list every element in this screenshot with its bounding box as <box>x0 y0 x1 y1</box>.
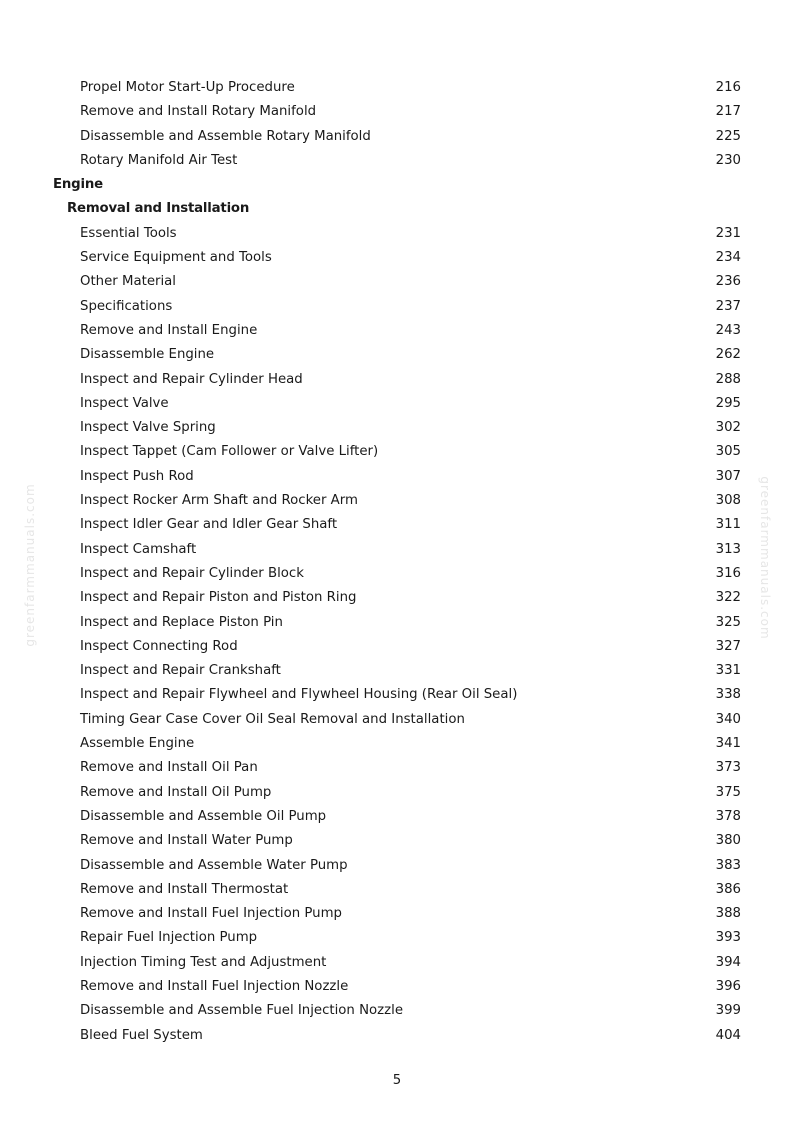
toc-entry[interactable] <box>0 149 794 173</box>
toc-entry-page: 340 <box>715 711 741 727</box>
toc-entry-title: Inspect and Replace Piston Pin <box>80 614 283 630</box>
toc-entry-title: Remove and Install Fuel Injection Pump <box>80 906 342 922</box>
toc-entry-page: 375 <box>715 784 741 800</box>
toc-entry-page: 316 <box>715 565 741 581</box>
toc-entry-title: Inspect and Repair Cylinder Head <box>80 371 303 387</box>
toc-entry-title: Injection Timing Test and Adjustment <box>80 954 327 970</box>
toc-entry-page: 237 <box>715 298 741 314</box>
watermark-left: greenfarmmanuals.com <box>23 483 37 647</box>
toc-entry-title: Inspect Valve Spring <box>80 420 216 436</box>
toc-entry[interactable] <box>0 489 794 513</box>
toc-entry-title: Disassemble and Assemble Fuel Injection Nozzle <box>80 1003 404 1019</box>
toc-entry-page: 327 <box>715 638 741 654</box>
toc-entry-title: Remove and Install Thermostat <box>80 881 289 897</box>
toc-entry[interactable] <box>0 659 794 683</box>
toc-entry-page: 338 <box>715 687 741 703</box>
toc-entry-page: 396 <box>715 978 741 994</box>
toc-entry-page: 331 <box>715 663 741 679</box>
toc-entry-page: 308 <box>715 493 741 509</box>
toc-entry-title: Inspect Push Rod <box>80 468 194 484</box>
toc-entry-page: 378 <box>715 808 741 824</box>
toc-entry-page: 383 <box>715 857 741 873</box>
toc-entry-page: 322 <box>715 590 741 606</box>
toc-entry[interactable] <box>0 975 794 999</box>
toc-entry-page: 216 <box>715 80 741 95</box>
toc-heading <box>0 173 794 197</box>
toc-entry-title: Bleed Fuel System <box>80 1027 203 1043</box>
toc-entry-title: Remove and Install Rotary Manifold <box>80 104 317 120</box>
toc-entry[interactable] <box>0 805 794 829</box>
toc-entry-title: Inspect and Repair Cylinder Block <box>80 565 304 581</box>
toc-entry[interactable] <box>0 295 794 319</box>
toc-entry-title: Repair Fuel Injection Pump <box>80 930 258 946</box>
toc-entry-page: 313 <box>715 541 741 557</box>
toc-heading <box>0 197 794 221</box>
toc-entry[interactable] <box>0 756 794 780</box>
toc-entry-page: 295 <box>715 395 741 411</box>
toc-entry-page: 236 <box>715 274 741 290</box>
toc-entry-page: 393 <box>715 930 741 946</box>
toc-entry-page: 404 <box>715 1027 741 1043</box>
toc-entry[interactable] <box>0 683 794 707</box>
toc-entry-page: 262 <box>715 347 741 363</box>
toc-entry[interactable] <box>0 465 794 489</box>
toc-entry-title: Remove and Install Oil Pump <box>80 784 272 800</box>
toc-entry-page: 305 <box>715 444 741 460</box>
toc-entry[interactable] <box>0 343 794 367</box>
toc-entry-title: Inspect Rocker Arm Shaft and Rocker Arm <box>80 493 358 509</box>
toc-entry-title: Remove and Install Oil Pan <box>80 760 258 776</box>
table-of-contents <box>0 76 794 1048</box>
toc-entry[interactable] <box>0 926 794 950</box>
toc-entry-page: 388 <box>715 906 741 922</box>
toc-entry-title: Other Material <box>80 274 176 290</box>
toc-entry-title: Remove and Install Water Pump <box>80 833 293 849</box>
toc-entry[interactable] <box>0 829 794 853</box>
toc-entry[interactable] <box>0 513 794 537</box>
toc-entry-title: Inspect Valve <box>80 395 169 411</box>
toc-entry-page: 243 <box>715 322 741 338</box>
toc-entry[interactable] <box>0 270 794 294</box>
toc-entry[interactable] <box>0 999 794 1023</box>
toc-entry-title: Inspect and Repair Piston and Piston Ring <box>80 590 357 606</box>
toc-entry[interactable] <box>0 781 794 805</box>
toc-entry-title: Disassemble and Assemble Water Pump <box>80 857 348 873</box>
toc-entry[interactable] <box>0 562 794 586</box>
toc-entry-title: Propel Motor Start-Up Procedure <box>80 80 295 95</box>
toc-entry-page: 302 <box>715 420 741 436</box>
toc-entry-title: Disassemble and Assemble Oil Pump <box>80 808 327 824</box>
toc-entry-page: 231 <box>715 225 741 241</box>
toc-entry-page: 225 <box>715 128 741 144</box>
toc-entry[interactable] <box>0 635 794 659</box>
toc-entry-page: 380 <box>715 833 741 849</box>
toc-entry[interactable] <box>0 854 794 878</box>
toc-entry[interactable] <box>0 368 794 392</box>
toc-entry-page: 394 <box>715 954 741 970</box>
toc-entry-page: 230 <box>715 152 741 168</box>
toc-entry-page: 288 <box>715 371 741 387</box>
toc-entry-title: Inspect and Repair Flywheel and Flywheel Housing (Rear Oil Seal) <box>80 687 518 703</box>
toc-entry-page: 217 <box>715 104 741 120</box>
toc-entry[interactable] <box>0 222 794 246</box>
toc-entry[interactable] <box>0 611 794 635</box>
toc-entry[interactable] <box>0 246 794 270</box>
toc-entry[interactable] <box>0 100 794 124</box>
toc-entry-page: 325 <box>715 614 741 630</box>
toc-entry-title: Disassemble and Assemble Rotary Manifold <box>80 128 371 144</box>
watermark-right: greenfarmmanuals.com <box>758 476 772 640</box>
toc-entry-title: Remove and Install Engine <box>80 322 258 338</box>
toc-entry-page: 234 <box>715 250 741 266</box>
toc-entry[interactable] <box>0 951 794 975</box>
toc-entry-page: 311 <box>715 517 741 533</box>
toc-entry[interactable] <box>0 878 794 902</box>
toc-entry[interactable] <box>0 76 794 100</box>
toc-entry-title: Inspect Connecting Rod <box>80 638 238 654</box>
toc-entry-page: 386 <box>715 881 741 897</box>
toc-entry[interactable] <box>0 125 794 149</box>
toc-entry-page: 373 <box>715 760 741 776</box>
toc-entry-title: Disassemble Engine <box>80 347 215 363</box>
toc-entry[interactable] <box>0 538 794 562</box>
toc-entry-page: 307 <box>715 468 741 484</box>
toc-entry[interactable] <box>0 416 794 440</box>
toc-entry[interactable] <box>0 392 794 416</box>
page-number: 5 <box>392 1073 402 1088</box>
toc-entry-title: Inspect Idler Gear and Idler Gear Shaft <box>80 517 338 533</box>
toc-entry-title: Essential Tools <box>80 225 177 241</box>
toc-entry-title: Engine <box>53 177 103 193</box>
toc-entry-title: Remove and Install Fuel Injection Nozzle <box>80 978 349 994</box>
toc-entry[interactable] <box>0 440 794 464</box>
toc-entry[interactable] <box>0 732 794 756</box>
toc-entry-title: Assemble Engine <box>80 736 195 752</box>
toc-entry-title: Service Equipment and Tools <box>80 250 272 266</box>
toc-entry[interactable] <box>0 1024 794 1048</box>
toc-entry-title: Inspect Tappet (Cam Follower or Valve Lifter) <box>80 444 379 460</box>
toc-entry[interactable] <box>0 902 794 926</box>
toc-entry[interactable] <box>0 708 794 732</box>
toc-entry-title: Inspect Camshaft <box>80 541 197 557</box>
toc-entry[interactable] <box>0 586 794 610</box>
toc-entry-title: Rotary Manifold Air Test <box>80 152 238 168</box>
toc-entry-title: Removal and Installation <box>67 201 250 217</box>
toc-entry-title: Specifications <box>80 298 173 314</box>
toc-entry-title: Inspect and Repair Crankshaft <box>80 663 281 679</box>
toc-entry[interactable] <box>0 319 794 343</box>
toc-entry-title: Timing Gear Case Cover Oil Seal Removal and Installation <box>80 711 465 727</box>
toc-entry-page: 341 <box>715 736 741 752</box>
toc-entry-page: 399 <box>715 1003 741 1019</box>
